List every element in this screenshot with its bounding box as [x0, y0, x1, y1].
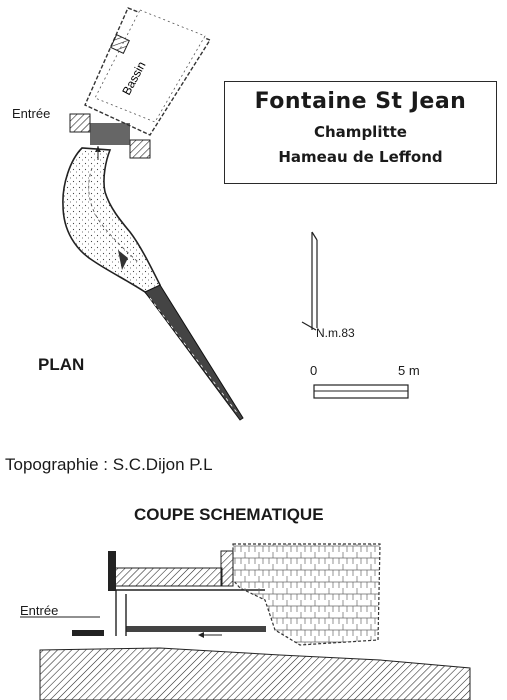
scale-end-label: 5 m: [398, 363, 420, 378]
cave-passage: [63, 148, 160, 300]
narrow-conduit: [145, 285, 243, 420]
section-label: COUPE SCHEMATIQUE: [134, 505, 324, 524]
section-drawing: [0, 540, 507, 700]
section-floor: [20, 617, 470, 700]
scale-start-label: 0: [310, 363, 318, 378]
title-line2: Champlitte: [314, 123, 407, 141]
title-box: [224, 81, 497, 184]
basin-label: Bassin: [119, 59, 149, 98]
plan-entrance-label: Entrée: [12, 106, 51, 121]
title-line3: Hameau de Leffond: [278, 148, 443, 166]
north-label: N.m.83: [316, 326, 355, 340]
section-entrance-label: Entrée: [20, 603, 59, 618]
credit-text: Topographie : S.C.Dijon P.L: [5, 455, 213, 474]
basin-building: [85, 8, 210, 135]
scale-bar: [314, 385, 408, 398]
north-arrow: [302, 232, 317, 330]
title-main: Fontaine St Jean: [254, 89, 467, 114]
plan-label: PLAN: [38, 355, 85, 374]
